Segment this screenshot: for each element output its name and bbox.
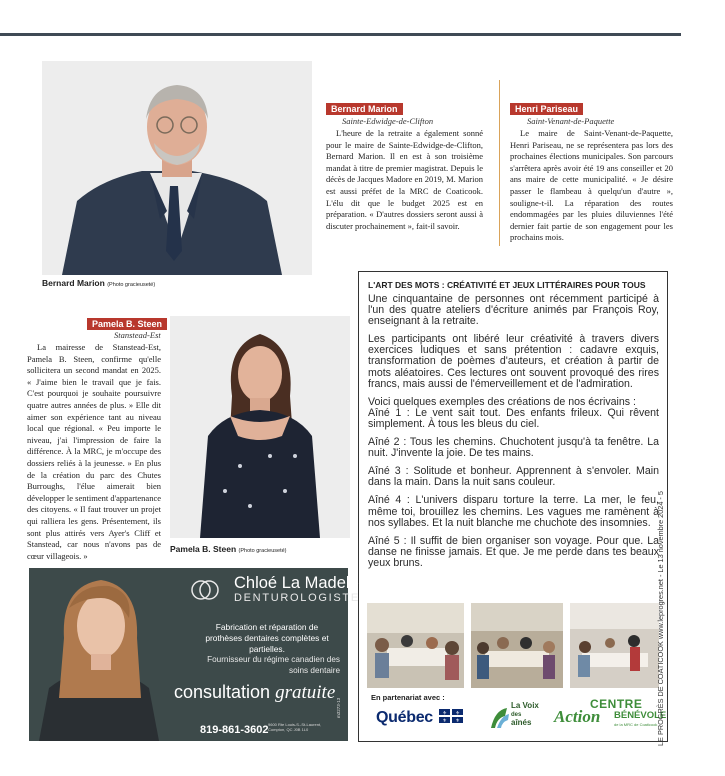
svg-text:⚜: ⚜: [455, 710, 460, 717]
svg-text:⚜: ⚜: [455, 718, 460, 724]
ad-code: m3273-13: [336, 697, 341, 718]
workshop-photo-1: [367, 603, 464, 688]
art-des-mots-box: [358, 271, 668, 742]
bernard-marion-photo: [42, 61, 312, 275]
henri-pariseau-tag: Henri Pariseau: [510, 103, 583, 115]
art-example-4: Aîné 4 : L'univers disparu torture la terre. La mer, le feu, même toi, brouillez les chemins. Les vagues me ramènent à nos syllabes. Et la nuit blanche me chuchote des insomnies.: [368, 494, 659, 529]
ad-services: Fabrication et réparation de prothèses dentaires complètes et partielles.: [205, 622, 329, 654]
ad-address: 9600 Rte Louis-S.-St-Laurent, Compton, QC J0B 1L0: [268, 722, 322, 732]
art-example-2: Aîné 2 : Tous les chemins. Chuchotent jusqu'à ta fenêtre. La nuit. J'invente la joie. De tes mains.: [368, 436, 659, 460]
quebec-logo: Québec ⚜ ⚜ ⚜ ⚜: [376, 709, 463, 727]
ad-profession: DENTUROLOGISTE: [234, 592, 360, 604]
voix-line-2: des: [511, 711, 522, 718]
pamela-steen-caption: Pamela B. Steen (Photo gracieuseté): [170, 544, 287, 554]
denturologiste-ad: [29, 568, 381, 741]
pamela-steen-place: Stanstead-Est: [114, 330, 161, 340]
header-rule: [0, 33, 681, 36]
ad-consultation: consultation gratuite: [174, 682, 336, 703]
bernard-marion-place: Sainte-Edwidge-de-Clifton: [342, 116, 434, 126]
workshop-photos: [367, 603, 659, 688]
art-paragraph-2: Les participants ont libéré leur créativité à travers divers exercices ludiques et sans prétention : cadavre exquis, transformation de poèmes d'auteurs, et création à partir de mots aléatoires. Ces lectures ont souvent provoqué des rires francs, mais aussi de l'émerveillement et de l'admiration.: [368, 333, 659, 390]
centre-action-benevole-logo: [552, 697, 667, 733]
voix-line-3: aînés: [511, 718, 532, 727]
centre-word: CENTRE: [590, 697, 643, 711]
action-word: Action: [554, 707, 601, 726]
art-example-1: Aîné 1 : Le vent sait tout. Des enfants frileux. Qui rêvent simplement. À tous les bleus du ciel.: [368, 406, 659, 430]
art-des-mots-title: L'ART DES MOTS : CRÉATIVITÉ ET JEUX LITTÉRAIRES POUR TOUS: [368, 280, 646, 290]
henri-pariseau-place: Saint-Venant-de-Paquette: [527, 116, 615, 126]
page-folio-vertical: LE PROGRÈS DE COATICOOK www.leprogres.net - Le 13 novembre 2024 - 5: [656, 491, 665, 746]
column-divider: [499, 80, 500, 246]
svg-text:⚜: ⚜: [442, 710, 447, 717]
henri-pariseau-text: Le maire de Saint-Venant-de-Paquette, Henri Pariseau, ne se représentera pas lors des prochaines élections municipales. Son parcours s'arrêtera après avoir été 19 ans conseiller et 20 ans maire de cette municipalité. « Je désire passer le flambeau à quelqu'un d'autre », souligne-t-il. La réparation des routes endommagées par les pluies diluviennes l'été dernier fait partie de son engagement pour les prochains mois.: [510, 128, 673, 243]
ad-name: Chloé La Madeleine: [234, 574, 381, 592]
voix-line-1: La Voix: [511, 701, 539, 710]
la-voix-des-aines-logo: [489, 702, 541, 732]
bernard-marion-text: L'heure de la retraite a également sonné pour le maire de Sainte-Edwidge-de-Clifton, Bernard Marion. Il en est à son troisième mandat à titre de premier magistrat. Depuis le décès de Jacques Madore en 2019, M. Marion est aussi préfet de la MRC de Coaticook. L'élu dit que le budget 2025 est en préparation. « D'autres dossiers seront aussi à discuter prochainement », fait-il savoir.: [326, 128, 483, 231]
art-examples-intro: Voici quelques exemples des créations de nos écrivains :: [368, 395, 636, 408]
partners-label: En partenariat avec :: [371, 693, 445, 702]
ad-provider: Fournisseur du régime canadien des soins dentaire: [207, 655, 340, 675]
centre-sub-word: de la MRC de Coaticook: [614, 722, 658, 727]
pamela-steen-text: La mairesse de Stanstead-Est, Pamela B. Steen, confirme qu'elle sollicitera un second mandat en 2025. « J'aime bien le travail que je fais. C'est pourquoi je souhaite poursuivre quatre autres années de plus. » Elle dit aimer son expérience tant au niveau local que régional. « Peu importe le niveau, j'ai l'impression de faire la différence. À la MRC, je m'occupe des dossiers reliés à la jeunesse. » En plus de la création du parc des Chutes Burroughs, l'élue aimerait bien développer le sentiment d'appartenance des citoyens. « Il faut trouver un projet qui ralliera les gens. Présentement, ils sont plus attirés vers Ayer's Cliff et Stanstead, car nous n'avons pas de cœur villageois. »: [27, 342, 161, 561]
art-example-5: Aîné 5 : Il suffit de bien organiser son voyage. Pour que. La danse ne finisse jamais. Et que. Je me perde dans tes beaux yeux bruns.: [368, 534, 659, 569]
bernard-marion-tag: Bernard Marion: [326, 103, 403, 115]
svg-text:⚜: ⚜: [442, 718, 447, 724]
art-example-3: Aîné 3 : Solitude et bonheur. Apprennent à s'envoler. Main dans la main. Dans la nuit sans couleur.: [368, 465, 659, 489]
workshop-photo-2: [471, 603, 563, 688]
pamela-steen-tag: Pamela B. Steen: [87, 318, 167, 330]
pamela-steen-photo: [170, 316, 350, 538]
art-intro: Une cinquantaine de personnes ont récemment participé à l'un des quatre ateliers d'écriture animés par François Roy, enseignant à la retraite.: [368, 293, 659, 328]
workshop-photo-3: [570, 603, 659, 688]
bernard-marion-caption: Bernard Marion (Photo gracieuseté): [42, 278, 156, 288]
benevole-word: BÉNÉVOLE: [614, 710, 667, 721]
ad-phone: 819-861-3602: [200, 724, 269, 736]
